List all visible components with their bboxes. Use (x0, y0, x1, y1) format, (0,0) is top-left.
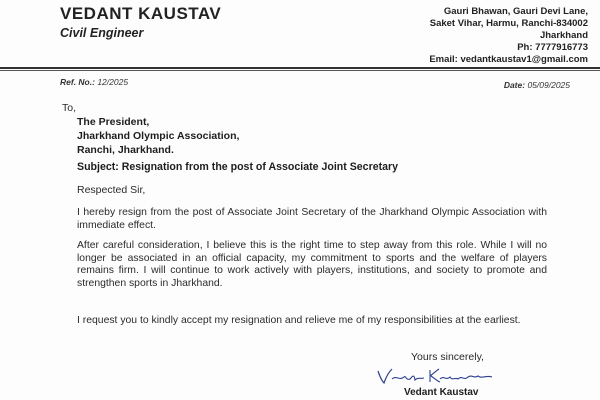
salutation: Respected Sir, (77, 184, 146, 196)
date-label: Date: (503, 80, 526, 90)
address-line-1: Gauri Bhawan, Gauri Devi Lane, (443, 6, 588, 17)
body-paragraph-1: I hereby resign from the post of Associate Joint Secretary of the Jharkhand Olympic Association with immediate effect. (77, 207, 547, 231)
address-line-3: Jharkhand (539, 30, 588, 41)
phone-number: Ph: 7777916773 (517, 42, 588, 53)
letter-date (504, 80, 570, 90)
date-value: 05/09/2025 (527, 80, 570, 90)
sender-title: Civil Engineer (60, 26, 144, 40)
email-address: Email: vedantkaustav1@gmail.com (429, 54, 588, 65)
letterhead-divider (0, 67, 600, 69)
recipient-line-3: Ranchi, Jharkhand. (77, 144, 174, 156)
ref-label: Ref. No.: (60, 77, 95, 87)
handwritten-signature (370, 365, 510, 389)
sender-name: VEDANT KAUSTAV (60, 4, 222, 23)
body-paragraph-3: I request you to kindly accept my resignation and relieve me of my responsibilities at the earliest. (77, 315, 521, 326)
recipient-line-1: The President, (77, 116, 150, 128)
letter-subject: Subject: Resignation from the post of Associate Joint Secretary (77, 161, 399, 173)
valediction: Yours sincerely, (411, 351, 484, 363)
address-line-2: Saket Vihar, Harmu, Ranchi-834002 (429, 18, 588, 29)
body-paragraph-2: After careful consideration, I believe this is the right time to step away from this role. While I will no longer be associated in an official capacity, my commitment to sports and the welfare of players remains firm. I will continue to work actively with players, institutions, and society to promote and strengthen sports in Jharkhand. (77, 240, 547, 289)
recipient-to: To, (62, 102, 77, 114)
letterhead-divider-thin (0, 70, 600, 71)
reference-number (60, 77, 128, 87)
signed-name: Vedant Kaustav (404, 387, 479, 398)
ref-value: 12/2025 (97, 77, 129, 87)
recipient-line-2: Jharkhand Olympic Association, (77, 130, 240, 142)
